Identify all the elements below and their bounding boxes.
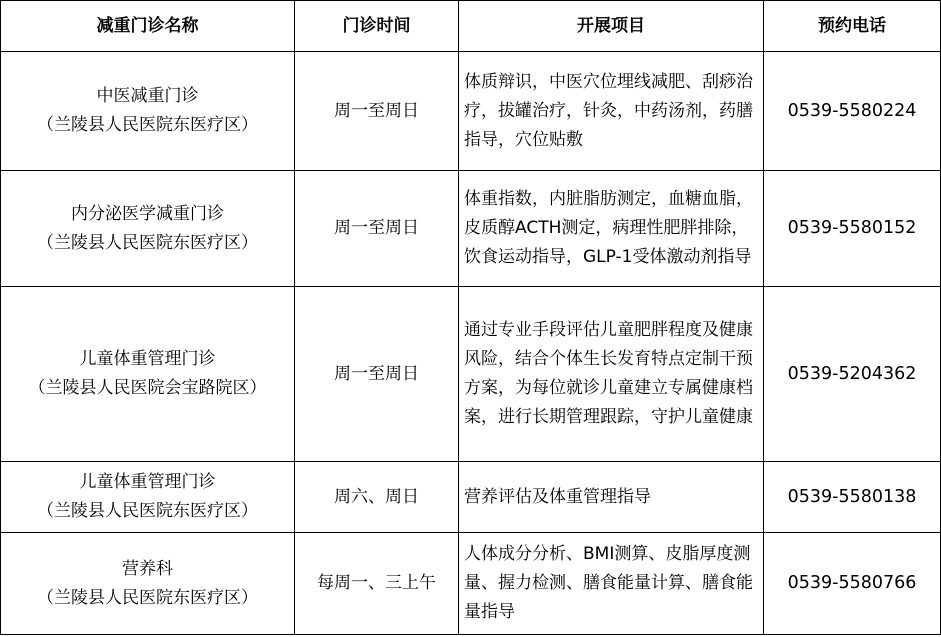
clinic-location: （兰陵县人民医院东医疗区）: [37, 115, 258, 135]
header-items: 开展项目: [459, 1, 764, 52]
clinic-location: （兰陵县人民医院东医疗区）: [37, 587, 258, 608]
clinic-items: 体质辩识，中医穴位埋线减肥、刮痧治疗，拔罐治疗，针灸，中药汤剂，药膳指导，穴位贴敷: [459, 52, 764, 171]
clinic-phone: 0539-5580138: [764, 462, 941, 533]
clinic-name-cell: [1, 287, 295, 462]
clinic-phone: 0539-5580766: [764, 533, 941, 635]
table-row: [1, 462, 941, 533]
clinic-name-cell: [1, 52, 295, 171]
clinic-name-cell: [1, 462, 295, 533]
clinic-time: 周六、周日: [295, 462, 459, 533]
clinic-name: 中医减重门诊: [96, 86, 199, 106]
clinic-name: 儿童体重管理门诊: [79, 349, 216, 369]
clinic-time: 周一至周日: [295, 52, 459, 171]
clinic-name-cell: [1, 171, 295, 287]
clinic-items: 体重指数，内脏脂肪测定，血糖血脂，皮质醇ACTH测定，病理性肥胖排除，饮食运动指导，GLP-1受体激动剂指导: [459, 171, 764, 287]
header-phone: 预约电话: [764, 1, 941, 52]
table-row: [1, 52, 941, 171]
clinic-items: 人体成分分析、BMI测算、皮脂厚度测量、握力检测、膳食能量计算、膳食能量指导: [459, 533, 764, 635]
clinic-phone: 0539-5580152: [764, 171, 941, 287]
clinic-name: 儿童体重管理门诊: [79, 472, 216, 492]
clinic-phone: 0539-5580224: [764, 52, 941, 171]
clinic-name-cell: [1, 533, 295, 635]
header-row: [1, 1, 941, 52]
clinic-location: （兰陵县人民医院会宝路院区）: [28, 378, 267, 398]
table-row: [1, 533, 941, 635]
clinic-time: 每周一、三上午: [295, 533, 459, 635]
clinic-time: 周一至周日: [295, 171, 459, 287]
clinic-items: 营养评估及体重管理指导: [459, 462, 764, 533]
clinic-time: 周一至周日: [295, 287, 459, 462]
clinic-phone: 0539-5204362: [764, 287, 941, 462]
clinic-name: 内分泌医学减重门诊: [71, 203, 224, 224]
clinic-location: （兰陵县人民医院东医疗区）: [37, 232, 258, 253]
table-row: [1, 171, 941, 287]
clinic-name: 营养科: [122, 558, 173, 579]
clinic-items: 通过专业手段评估儿童肥胖程度及健康风险，结合个体生长发育特点定制干预方案，为每位就诊儿童建立专属健康档案，进行长期管理跟踪，守护儿童健康: [459, 287, 764, 462]
clinic-location: （兰陵县人民医院东医疗区）: [37, 501, 258, 521]
table-row: [1, 287, 941, 462]
header-name: 减重门诊名称: [1, 1, 295, 52]
header-time: 门诊时间: [295, 1, 459, 52]
